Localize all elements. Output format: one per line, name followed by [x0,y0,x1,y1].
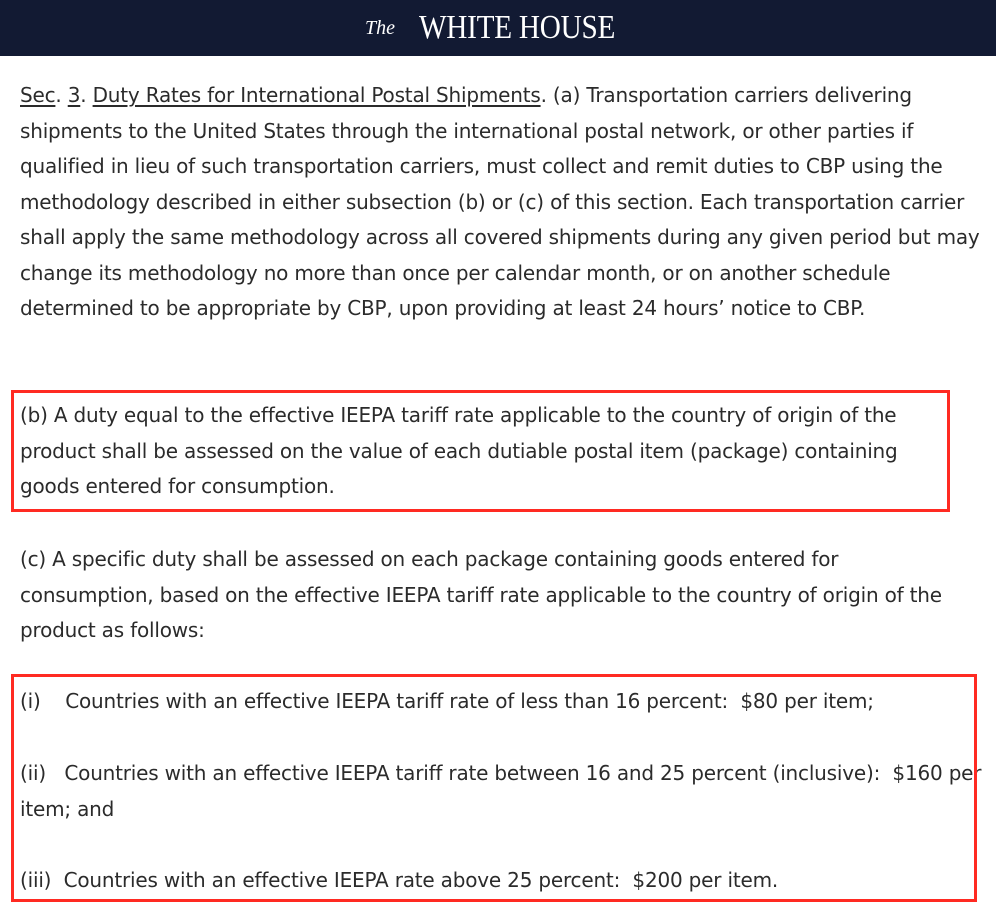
paragraph-a: Sec. 3. Duty Rates for International Postal Shipments. (a) Transportation carriers delivering shipments to the United States through the international postal network, or other parties if qualified in lieu of such transportation carriers, must collect and remit duties to CBP using the methodology described in either subsection (b) or (c) of this section. Each transportation carrier shall apply the same methodology across all covered shipments during any given period but may change its methodology no more than once per calendar month, or on another schedule determined to be appropriate by CBP, upon providing at least 24 hours’ notice to CBP. [20,83,980,320]
paragraph-b: (b) A duty equal to the effective IEEPA tariff rate applicable to the country of origin of the product shall be assessed on the value of each dutiable postal item (package) containing goods entered for consumption. [20,403,898,498]
section-label: Sec [20,83,56,107]
paragraph-a-text: (a) Transportation carriers delivering shipments to the United States through the international postal network, or other parties if qualified in lieu of such transportation carriers, must collect and remit duties to CBP using the methodology described in either subsection (b) or (c) of this section. Each transportation carrier shall apply the same methodology across all covered shipments during any given period but may change its methodology no more than once per calendar month, or on another schedule determined to be appropriate by CBP, upon providing at least 24 hours’ notice to CBP. [20,83,980,320]
logo-the: The [364,17,395,39]
rate-item-ii: (ii) Countries with an effective IEEPA tariff rate between 16 and 25 percent (inclusive): $160 per item; and [20,761,988,821]
white-house-logo[interactable] [365,11,631,45]
paragraph-c: (c) A specific duty shall be assessed on each package containing goods entered for consumption, based on the effective IEEPA tariff rate applicable to the country of origin of the product as follows: [20,547,942,642]
section-title: Duty Rates for International Postal Shipments [92,83,541,107]
rate-item-i: (i) Countries with an effective IEEPA tariff rate of less than 16 percent: $80 per item; [20,689,874,713]
site-header [0,0,996,56]
section-number: 3 [67,83,81,107]
logo-wordmark: WHITE HOUSE [418,9,616,46]
rate-item-iii: (iii) Countries with an effective IEEPA rate above 25 percent: $200 per item. [20,868,779,892]
